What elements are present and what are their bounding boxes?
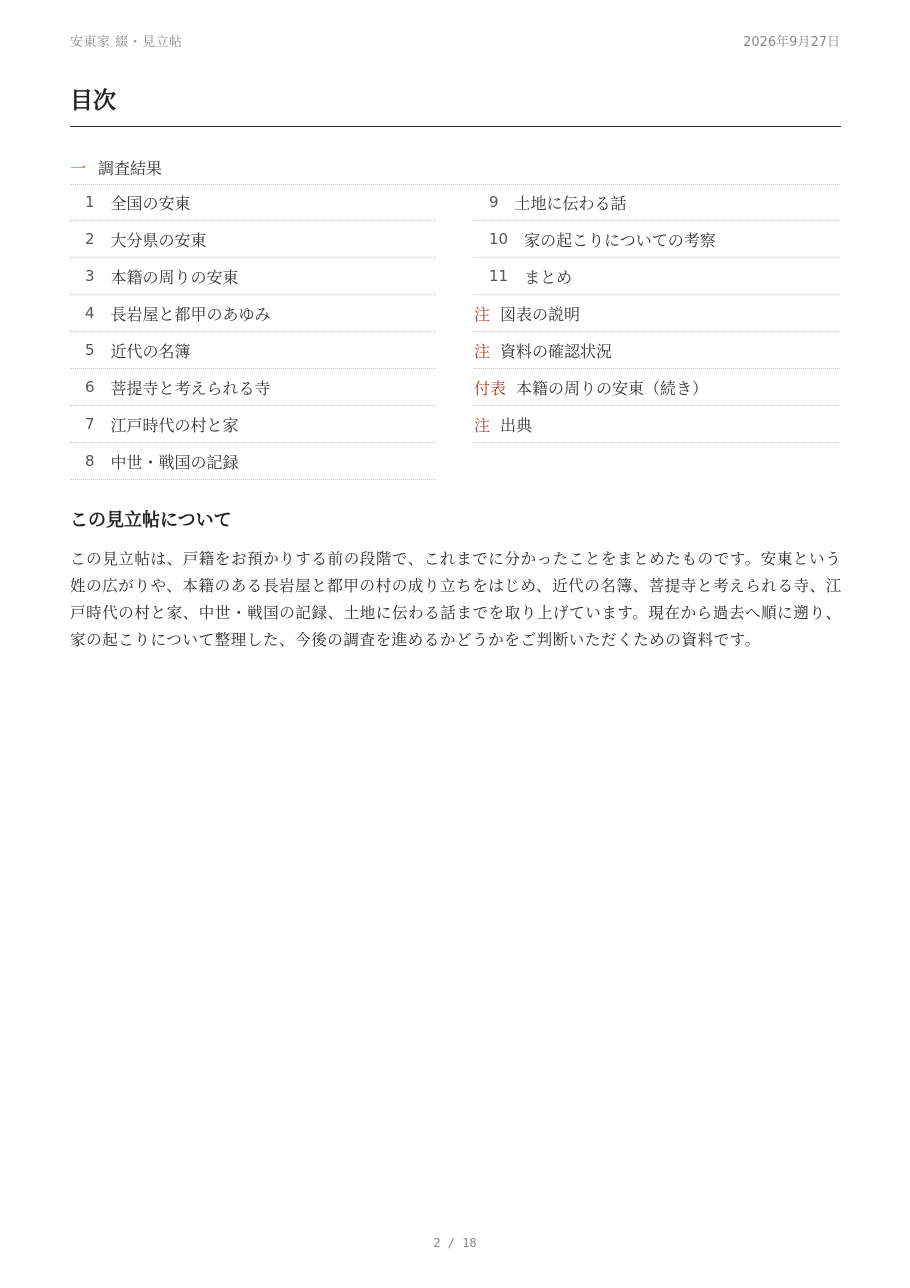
- section-label: 調査結果: [98, 158, 163, 178]
- toc-entry[interactable]: [70, 184, 436, 221]
- toc-entry-label: 出典: [500, 415, 533, 435]
- toc-entry[interactable]: [70, 295, 436, 332]
- toc-entry-label: 近代の名簿: [110, 341, 191, 361]
- document-date: 2026年9月27日: [743, 35, 840, 50]
- toc-entry[interactable]: [70, 332, 436, 369]
- toc-entry-label: 大分県の安東: [110, 230, 207, 250]
- toc-right-column: [474, 184, 840, 443]
- toc-entry[interactable]: [474, 184, 840, 221]
- toc-entry-label: 菩提寺と考えられる寺: [110, 378, 271, 398]
- toc-entry-number: 9: [489, 193, 499, 211]
- toc-entry-label: 全国の安東: [110, 193, 191, 213]
- toc-entry-number: 7: [85, 415, 95, 433]
- toc-entry-label: 本籍の周りの安東: [110, 267, 239, 287]
- toc-entry[interactable]: [70, 443, 436, 480]
- toc-entry-label: 資料の確認状況: [500, 341, 613, 361]
- toc-entry[interactable]: [70, 221, 436, 258]
- toc-entry-label: 江戸時代の村と家: [110, 415, 239, 435]
- appendix-mark: 付表: [474, 378, 507, 398]
- section-mark: 一: [70, 158, 87, 178]
- toc-entry-note[interactable]: [474, 295, 840, 332]
- toc-entry-label: 本籍の周りの安東（続き）: [516, 378, 709, 398]
- toc-entry[interactable]: [474, 258, 840, 295]
- toc-entry-number: 1: [85, 193, 95, 211]
- toc-entry-label: 図表の説明: [500, 304, 581, 324]
- toc-entry-number: 5: [85, 341, 95, 359]
- toc-entry[interactable]: [474, 221, 840, 258]
- toc-entry[interactable]: [70, 369, 436, 406]
- toc-entry-label: 長岩屋と都甲のあゆみ: [110, 304, 271, 324]
- toc-entry[interactable]: [70, 406, 436, 443]
- note-mark: 注: [474, 304, 491, 324]
- toc-entry-label: 土地に伝わる話: [514, 193, 627, 213]
- toc-section-results[interactable]: [70, 150, 840, 185]
- toc-entry-number: 11: [489, 267, 509, 285]
- toc-entry-number: 2: [85, 230, 95, 248]
- page-number: 2 / 18: [433, 1236, 477, 1250]
- toc-entry-number: 10: [489, 230, 509, 248]
- toc-entry-number: 3: [85, 267, 95, 285]
- toc-entry-note[interactable]: [474, 406, 840, 443]
- toc-left-column: [70, 184, 436, 480]
- toc-entry-appendix[interactable]: [474, 369, 840, 406]
- toc-entry-label: 中世・戦国の記録: [110, 452, 239, 472]
- page-title: 目次: [70, 87, 116, 114]
- toc-entry-number: 6: [85, 378, 95, 396]
- about-heading: この見立帖について: [70, 510, 232, 531]
- about-paragraph: この見立帖は、戸籍をお預かりする前の段階で、これまでに分かったことをまとめたものです。安東という姓の広がりや、本籍のある長岩屋と都甲の村の成り立ちをはじめ、近代の名簿、菩提寺と考えられる寺、江戸時代の村と家、中世・戦国の記録、土地に伝わる話までを取り上げています。現在から過去へ順に遡り、家の起こりについて整理した、今後の調査を進めるかどうかをご判断いただくための資料です。: [70, 550, 842, 649]
- document-title: 安東家 綴・見立帖: [70, 35, 183, 50]
- toc-entry-number: 4: [85, 304, 95, 322]
- toc-entry-label: 家の起こりについての考察: [524, 230, 716, 250]
- toc-entry-number: 8: [85, 452, 95, 470]
- toc-entry-note[interactable]: [474, 332, 840, 369]
- note-mark: 注: [474, 341, 491, 361]
- toc-entry-label: まとめ: [524, 267, 573, 287]
- toc-entry[interactable]: [70, 258, 436, 295]
- note-mark: 注: [474, 415, 491, 435]
- title-divider: [70, 126, 841, 127]
